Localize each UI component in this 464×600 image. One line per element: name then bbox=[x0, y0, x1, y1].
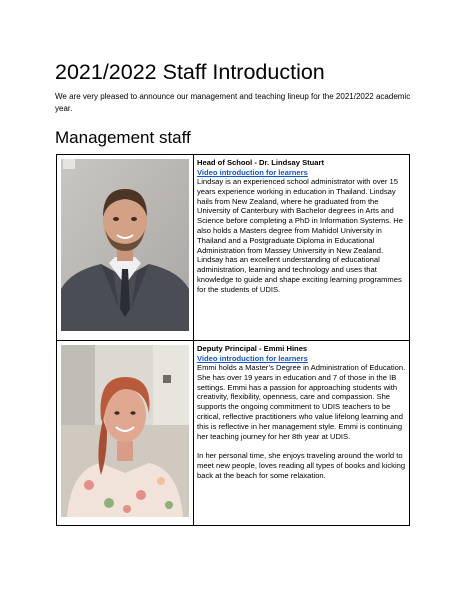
staff-bio: Lindsay is an experienced school administrator with over 15 years experience working in education in Thailand. Lindsay hails from New Zealand, where he graduated from the University of Canterbury with Bachelor degrees in Arts and Science before completing a PhD in Information Systems. He also holds a Masters degree from Mahidol University in Thailand and a Postgraduate Diploma in Educational Administration from Massey University in New Zealand. Lindsay has an excellent understanding of educational administration, learning and technology and uses that knowledge to guide and shape exciting learning programmes for the students of UDIS. bbox=[197, 177, 403, 294]
staff-text-cell bbox=[197, 158, 407, 295]
staff-title: Head of School - Dr. Lindsay Stuart bbox=[197, 158, 325, 167]
staff-photo-emmi bbox=[61, 345, 189, 517]
staff-photo-lindsay bbox=[61, 159, 189, 331]
staff-bio: Emmi holds a Master’s Degree in Administration of Education. She has over 19 years in education and 7 of those in the IB settings. Emmi has a passion for approaching students with creativity, flexibility, openness, care and compassion. She supports the ongoing commitment to UDIS teachers to be critical, reflective practitioners who value lifelong learning and this is reflective in her management style. Emmi is continuing her teaching journey for her 8th year at UDIS. bbox=[197, 363, 406, 441]
section-heading: Management staff bbox=[55, 128, 191, 147]
video-introduction-link[interactable]: Video introduction for learners bbox=[197, 167, 308, 177]
intro-paragraph: We are very pleased to announce our management and teaching lineup for the 2021/2022 academic year. bbox=[55, 92, 411, 113]
photo-cell bbox=[57, 155, 194, 340]
staff-bio-personal: In her personal time, she enjoys traveling around the world to meet new people, loves reading all types of books and kicking back at the beach for some relaxation. bbox=[197, 451, 406, 480]
staff-text-cell bbox=[197, 344, 407, 481]
photo-cell bbox=[57, 341, 194, 525]
page-title: 2021/2022 Staff Introduction bbox=[55, 60, 325, 84]
staff-row-deputy-principal bbox=[57, 341, 409, 525]
management-staff-table bbox=[56, 154, 410, 526]
staff-row-head-of-school bbox=[57, 155, 409, 341]
video-introduction-link[interactable]: Video introduction for learners bbox=[197, 353, 308, 363]
staff-title: Deputy Principal - Emmi Hines bbox=[197, 344, 308, 353]
